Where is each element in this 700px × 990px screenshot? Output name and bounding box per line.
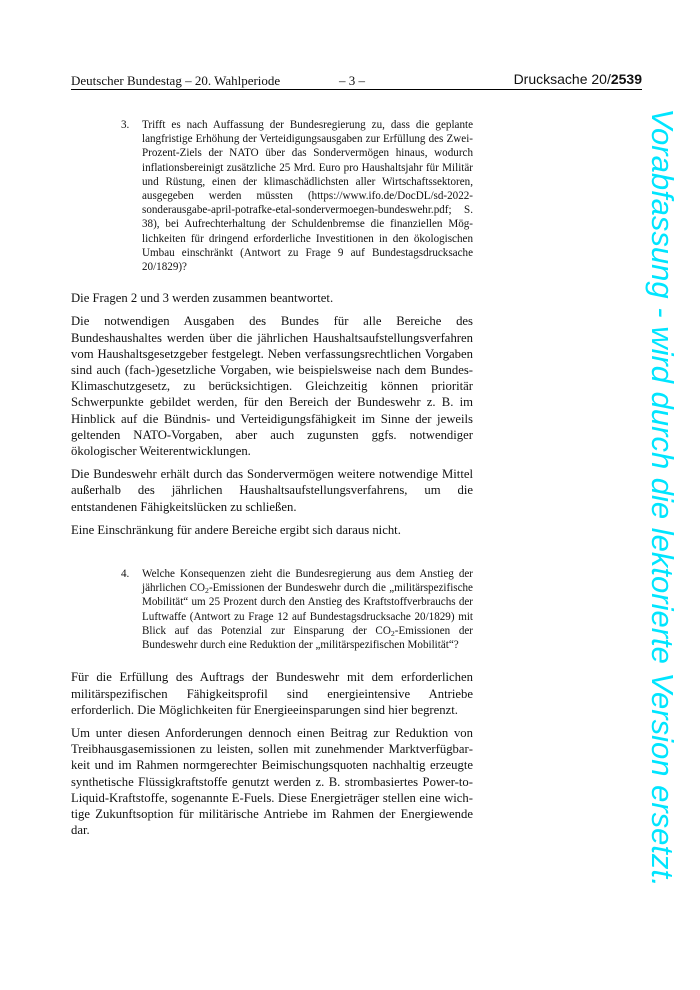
header-rule — [71, 89, 642, 90]
header-page-number: – 3 – — [339, 73, 365, 88]
question-text-part: Welche Konsequenzen zieht die Bundesregierung aus dem Anstieg der jährlichen CO — [142, 568, 473, 595]
subscript: 2 — [390, 628, 395, 638]
header-doc-id: 2539 — [610, 71, 642, 87]
question-text — [142, 567, 473, 652]
subscript: 2 — [205, 586, 209, 596]
question-text: Trifft es nach Auffassung der Bundesregierung zu, dass die geplante langfristige Erhöhung der Verteidigungsausgaben zur Erfüllung des Zwei-Prozent-Ziels der NATO über das Sondervermögen hinaus, wodurch inflationsbereinigt zusätzliche 25 Mrd. Euro pro Haushaltsjahr für Militär und Rüstung, einen der klimaschädlichsten aller Wirtschaftssektoren, ausgegeben werden müssten (https://www.ifo.de/DocDL/sd-2022-sonderausgabe-april-potrafke-etal-sondervermoegen-bundeswehr.pdf; S. 38), bei Aufrechterhaltung der Schuldenbremse die finanziellen Möglichkeiten für dringend erforderliche Investitionen in den ökologischen Umbau einschränkt (Antwort zu Frage 9 auf Bundestagsdrucksache 20/1829)? — [142, 119, 473, 274]
question-text-part: -Emissionen der Bundeswehr durch die „militärspezifische Mobilität“ um 25 Prozent durch den Anstieg des Kraftstoffverbrauchs der Luftwaffe (Antwort zu Frage 12 auf Bundestagsdrucksache 20/1829) mit Blick auf das Potenzial zur Einsparung der CO — [142, 582, 473, 637]
document-body — [71, 115, 473, 845]
answer-paragraph: Die notwendigen Ausgaben des Bundes für alle Bereiche des Bundeshaushaltes werden über die jährlichen Haushaltsaufstellungsverfahren vom Haushaltsgesetzgeber festgelegt. Neben verfassungsrechtlichen Vorgaben sind auch (fach-)gesetzliche Vorgaben, wie beispielsweise nach dem Bundes-Klimaschutzgesetz, zu berücksichtigen. Gleichzeitig können prioritär Schwerpunkte gebildet werden, für den Bereich der Bundeswehr z. B. im Hinblick auf die Bündnis- und Verteidigungsfähigkeit im Sinne der jeweils geltenden NATO-Vorgaben, aber auch zugunsten ggfs. notwendiger ökologischer Weiterentwicklungen. — [71, 314, 473, 459]
draft-watermark: Vorabfassung - wird durch die lektorierte Version ersetzt. — [645, 108, 680, 887]
answer-paragraph: Für die Erfüllung des Auftrags der Bundeswehr mit dem erforderlichen militärspezifischen Fähigkeitsprofil sind energieintensive Antriebe erforderlich. Die Möglichkeiten für Energieeinsparungen sind hier begrenzt. — [71, 670, 473, 717]
question-4 — [121, 567, 473, 652]
question-3 — [121, 118, 473, 274]
answer-paragraph: Eine Einschränkung für andere Bereiche ergibt sich daraus nicht. — [71, 522, 401, 537]
header-doc-label: Drucksache — [513, 71, 592, 87]
answer-paragraph: Um unter diesen Anforderungen dennoch einen Beitrag zur Reduktion von Treibhausgasemissionen zu leisten, sollen mit zunehmender Marktverfügbarkeit und im Rahmen normgerechter Beimischungsquoten nachhaltig erzeugte synthetische Flüssigkraftstoffe genutzt werden z. B. strombasiertes Power-to-Liquid-Kraftstoffe, sogenannte E-Fuels. Diese Energieträger stellen eine wichtige Zukunftsoption für militärische Antriebe im Rahmen der Energiewende dar. — [71, 725, 473, 838]
question-number: 4. — [121, 568, 130, 581]
question-text-part: -Emissionen der Bundeswehr durch eine Reduktion der „militärspezifischen Mobilität“? — [142, 624, 473, 652]
answer-paragraph: Die Bundeswehr erhält durch das Sondervermögen weitere notwendige Mittel außerhalb des jährlichen Haushaltsaufstellungsverfahrens, um die entstandenen Fähigkeitslücken zu schließen. — [71, 467, 473, 514]
header-doc-period: 20/ — [591, 71, 611, 87]
question-number: 3. — [121, 119, 130, 131]
answer-paragraph: Die Fragen 2 und 3 werden zusammen beantwortet. — [71, 291, 334, 306]
header-document-number — [514, 70, 642, 88]
page-header — [71, 70, 642, 90]
header-parliament: Deutscher Bundestag – 20. Wahlperiode — [71, 73, 281, 88]
